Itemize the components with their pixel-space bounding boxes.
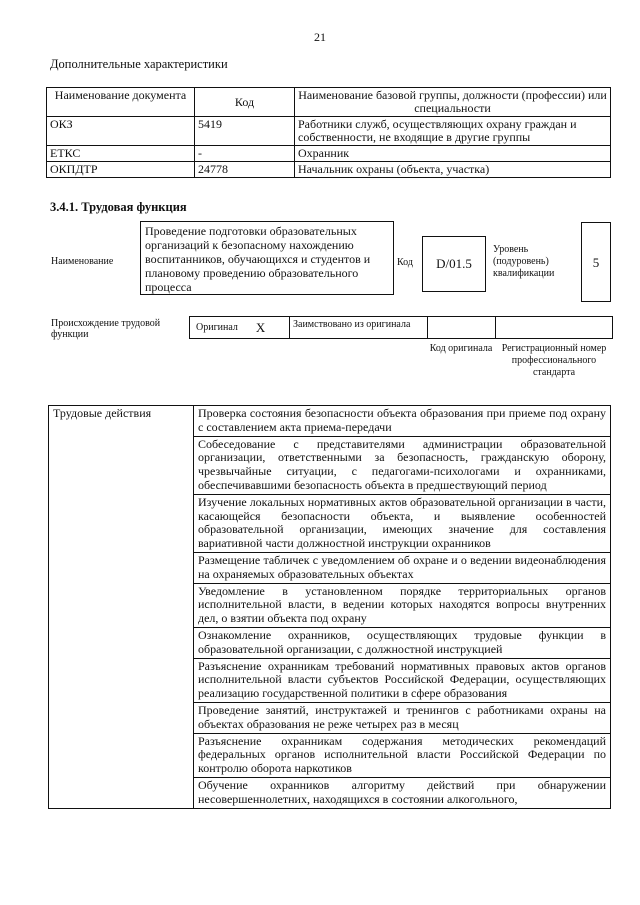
section-title: 3.4.1. Трудовая функция xyxy=(50,200,187,214)
row-doc: ОКПДТР xyxy=(47,162,195,178)
row-name: Охранник xyxy=(295,146,611,162)
level-box: 5 xyxy=(581,222,611,302)
function-name-box: Проведение подготовки образовательных организаций к безопасному нахождению воспитанников, обучающихся и студентов и плановому проведению образовательного процесса xyxy=(140,221,394,295)
row-name: Начальник охраны (объекта, участка) xyxy=(295,162,611,178)
header-group-name: Наименование базовой группы, должности (профессии) или специальности xyxy=(295,88,611,117)
additional-characteristics-table xyxy=(46,87,611,178)
origin-borrowed: Заимствовано из оригинала xyxy=(293,319,411,330)
page-bottom-edge xyxy=(0,893,640,905)
origin-reg-label: Регистрационный номер профессионального стандарта xyxy=(501,343,607,378)
page-number: 21 xyxy=(314,30,326,44)
origin-original: Оригинал xyxy=(196,322,238,333)
labor-actions-table xyxy=(48,405,611,809)
labor-action-item: Проверка состояния безопасности объекта образования при приеме под охрану с составлением акта приема-передачи xyxy=(194,406,611,437)
table-row xyxy=(47,162,611,178)
header-code: Код xyxy=(195,88,295,117)
origin-mark: X xyxy=(255,319,266,335)
origin-original-cell xyxy=(190,317,290,338)
origin-label: Происхождение трудовой функции xyxy=(51,318,161,340)
labor-action-item: Разъяснение охранникам требований нормативных правовых актов органов исполнительной власти субъектов Российской Федерации, осуществляющих реализацию государственной политики в сфере образования xyxy=(194,658,611,702)
labor-action-item: Размещение табличек с уведомлением об охране и о ведении видеонаблюдения на охраняемых образовательных объектах xyxy=(194,552,611,583)
origin-reg-cell xyxy=(496,317,612,338)
table-header-row xyxy=(47,88,611,117)
labor-action-item: Обучение охранников алгоритму действий при обнаружении несовершеннолетних, находящихся в состоянии алкогольного, xyxy=(194,777,611,808)
level-label: Уровень (подуровень) квалификации xyxy=(493,244,555,279)
labor-actions-label: Трудовые действия xyxy=(49,406,194,809)
table-row xyxy=(49,406,611,437)
name-label: Наименование xyxy=(51,256,114,267)
table-row xyxy=(47,146,611,162)
labor-action-item: Разъяснение охранникам содержания методических рекомендаций федеральных органов исполнительной власти Российской Федерации по контролю оборота наркотиков xyxy=(194,733,611,777)
function-code-box: D/01.5 xyxy=(422,236,486,292)
row-code: - xyxy=(195,146,295,162)
row-name: Работники служб, осуществляющих охрану граждан и собственности, не входящие в другие группы xyxy=(295,117,611,146)
labor-action-item: Уведомление в установленном порядке территориальных органов исполнительной власти, в ведении которых находятся вопросы внутренних дел, о взятии объекта под охрану xyxy=(194,583,611,627)
origin-code-label: Код оригинала xyxy=(429,343,493,354)
additional-characteristics-title: Дополнительные характеристики xyxy=(50,57,228,71)
origin-borrowed-cell xyxy=(290,317,428,338)
labor-action-item: Изучение локальных нормативных актов образовательной организации в части, касающейся безопасности объекта, и выявление особенностей образовательной организации, имеющих значение для составления вариативной части должностной инструкции охранников xyxy=(194,494,611,552)
code-label: Код xyxy=(397,257,413,268)
table-row xyxy=(47,117,611,146)
row-code: 24778 xyxy=(195,162,295,178)
origin-row xyxy=(189,316,613,339)
row-code: 5419 xyxy=(195,117,295,146)
labor-action-item: Проведение занятий, инструктажей и тренингов с работниками охраны на объектах образования не реже четырех раз в месяц xyxy=(194,702,611,733)
labor-action-item: Ознакомление охранников, осуществляющих трудовые функции в образовательной организации, с должностной инструкцией xyxy=(194,627,611,658)
labor-action-item: Собеседование с представителями администрации образовательной организации, ответственными за безопасность, гражданскую оборону, чрезвычайные ситуации, с педагогами-психологами и охранниками, обеспечивавшими безопасность объекта в предшествующий период xyxy=(194,436,611,494)
row-doc: ОКЗ xyxy=(47,117,195,146)
row-doc: ЕТКС xyxy=(47,146,195,162)
header-document: Наименование документа xyxy=(47,88,195,117)
origin-code-cell xyxy=(428,317,496,338)
